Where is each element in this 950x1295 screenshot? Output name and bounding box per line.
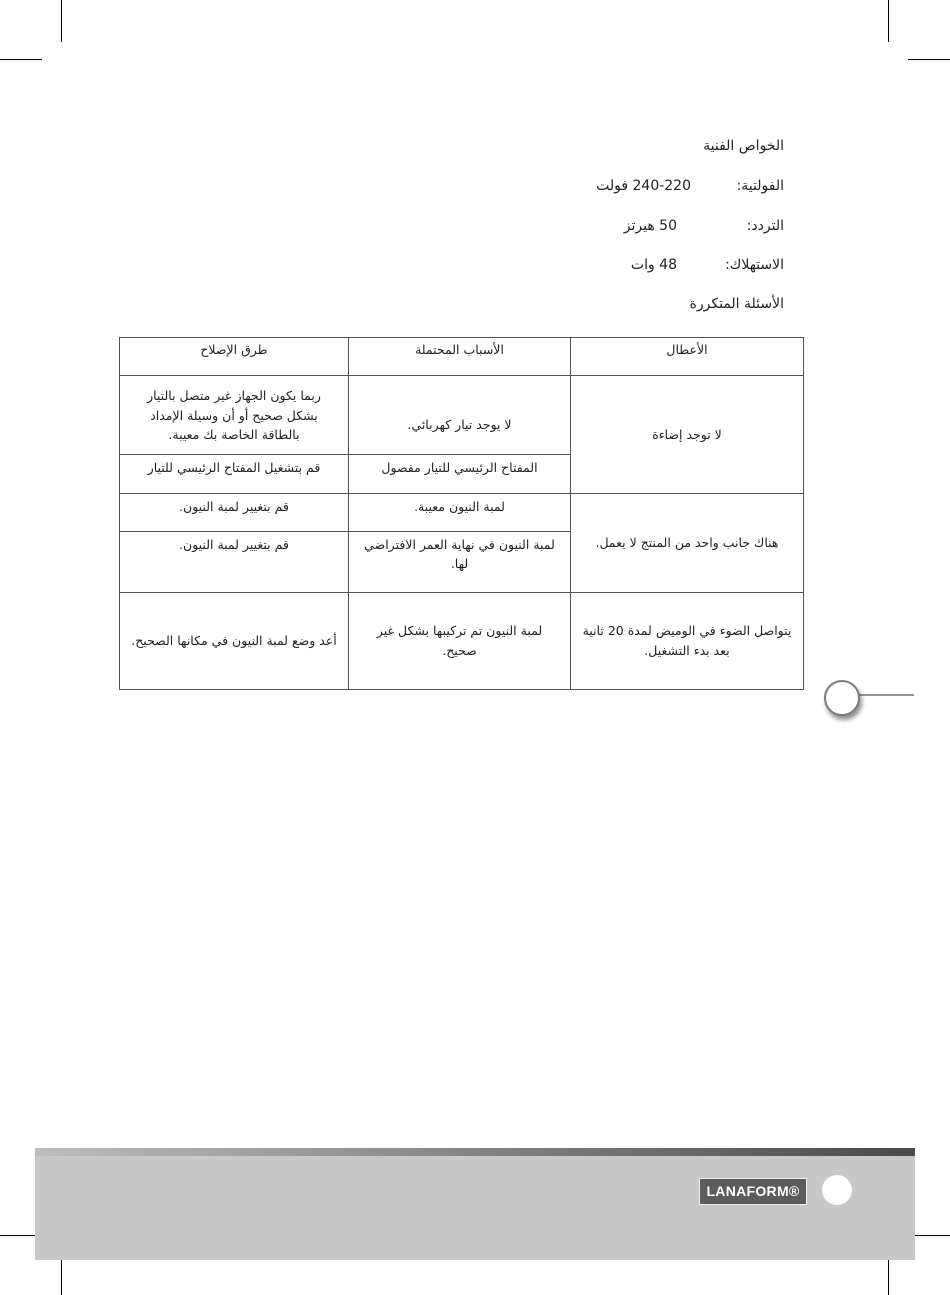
header-cause: الأسباب المحتملة <box>349 338 571 376</box>
fix-cell: قم بتشغيل المفتاح الرئيسي للتيار <box>120 455 349 494</box>
crop-mark <box>908 59 950 60</box>
side-tab-circle <box>824 680 860 716</box>
spec-voltage-value: 240-220 فولت <box>596 178 691 194</box>
fault-cell: هناك جانب واحد من المنتج لا يعمل. <box>571 494 804 592</box>
cause-cell: لمبة النيون تم تركيبها بشكل غير صحيح. <box>349 592 571 689</box>
header-fault: الأعطال <box>571 338 804 376</box>
crop-mark <box>61 0 62 42</box>
fix-cell: أعد وضع لمبة النيون في مكانها الصحيح. <box>120 592 349 689</box>
cause-cell: لمبة النيون معيبة. <box>349 494 571 531</box>
table-row <box>120 376 804 455</box>
faq-table <box>119 337 804 690</box>
table-header-row <box>120 338 804 376</box>
fault-cell: يتواصل الضوء في الوميض لمدة 20 ثانية بعد بدء التشغيل. <box>571 592 804 689</box>
crop-mark <box>0 59 42 60</box>
cause-cell: المفتاح الرئيسي للتيار مفصول <box>349 455 571 494</box>
table-row <box>120 494 804 531</box>
cause-cell: لا يوجد تيار كهربائي. <box>349 376 571 455</box>
fix-cell: قم بتغيير لمبة النيون. <box>120 531 349 592</box>
side-tab-line <box>858 694 914 696</box>
footer-bar <box>35 1150 915 1260</box>
spec-consumption-label: الاستهلاك: <box>725 257 784 273</box>
cause-cell: لمبة النيون في نهاية العمر الافتراضي لها. <box>349 531 571 592</box>
fix-cell: ربما يكون الجهاز غير متصل بالتيار بشكل صحيح أو أن وسيلة الإمداد بالطاقة الخاصة بك معيبة. <box>120 376 349 455</box>
specs-title: الخواص الفنية <box>703 138 784 154</box>
spec-voltage-label: الفولتية: <box>736 178 784 194</box>
spec-consumption-value: 48 وات <box>630 257 677 273</box>
table-row <box>120 592 804 689</box>
footer-top-stripe <box>35 1148 915 1156</box>
fix-cell: قم بتغيير لمبة النيون. <box>120 494 349 531</box>
crop-mark <box>888 0 889 42</box>
page-dot <box>822 1175 852 1205</box>
brand-logo: LANAFORM® <box>699 1178 807 1205</box>
fault-cell: لا توجد إضاءة <box>571 376 804 494</box>
header-fix: طرق الإصلاح <box>120 338 349 376</box>
spec-frequency-label: التردد: <box>746 218 784 234</box>
spec-frequency-value: 50 هيرتز <box>623 218 677 234</box>
faq-title: الأسئلة المتكررة <box>689 296 784 312</box>
